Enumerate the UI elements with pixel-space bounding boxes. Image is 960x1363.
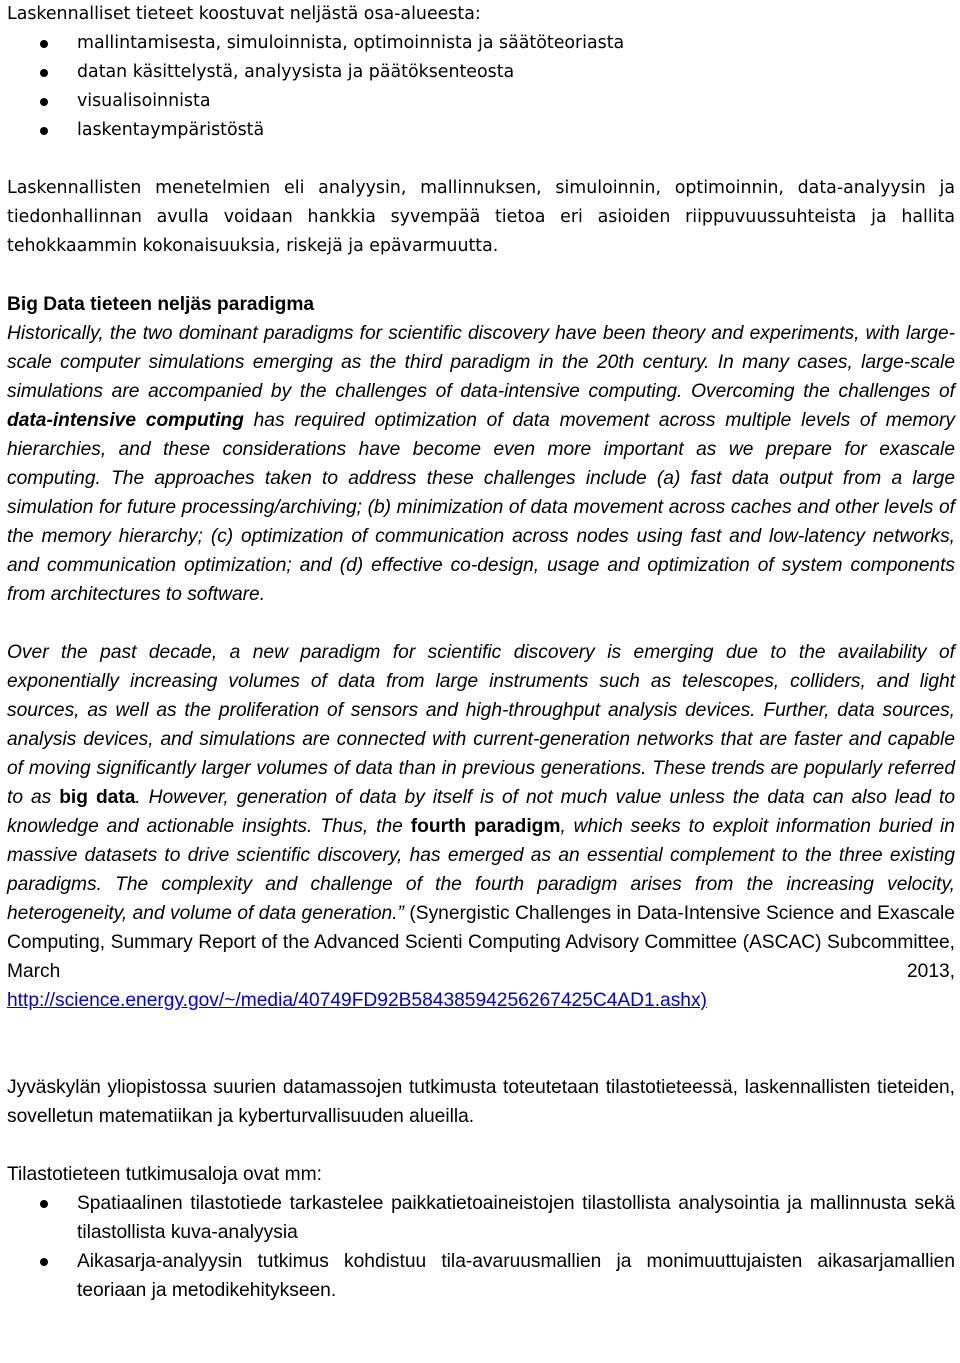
spacer — [7, 261, 955, 290]
quote-text: Historically, the two dominant paradigms for scientific discovery have been theory and experiments, with large-scale computer simulations emerging as the third paradigm in the 20th century. In many cases, large-scale simulations are accompanied by the challenges of data-intensive computing. Overcoming the challenges of — [7, 323, 955, 402]
bullet-icon — [40, 1258, 48, 1266]
emphasis-text: fourth paradigm — [410, 816, 561, 837]
list-item — [7, 1247, 955, 1305]
list-item — [7, 58, 955, 87]
bullet-icon — [40, 98, 48, 106]
quote-text: . However, generation of data by itself is of not much value unless the data can also lead to knowledge and actionable insights. Thus, the — [7, 787, 955, 837]
quote-text: has required optimization of data movement across multiple levels of memory hierarchies, and these considerations have become even more important as we prepare for exascale computing. The approaches taken to address these challenges include (a) fast data output from a large simulation for future processing/archiving; (b) minimization of data movement across caches and other levels of the memory hierarchy; (c) optimization of communication across nodes using fast and low-latency networks, and communication optimization; and (d) effective co-design, usage and optimization of system components from architectures to software. — [7, 410, 956, 605]
list-item — [7, 116, 955, 145]
list-item-text: mallintamisesta, simuloinnista, optimoinnista ja säätöteoriasta — [77, 33, 625, 53]
list-item-text: datan käsittelystä, analyysista ja päätöksenteosta — [77, 62, 515, 82]
intro-lead: Laskennalliset tieteet koostuvat neljästä osa-alueesta: — [7, 4, 481, 24]
list-item — [7, 87, 955, 116]
intro-paragraph: Laskennallisten menetelmien eli analyysin, mallinnuksen, simuloinnin, optimoinnin, data-analyysin ja tiedonhallinnan avulla voidaan hankkia syvempää tietoa eri asioiden riippuvuussuhteista ja hallita tehokkaammin kokonaisuuksia, riskejä ja epävarmuutta. — [7, 178, 955, 256]
section-heading — [7, 290, 955, 319]
spacer — [7, 1015, 955, 1073]
list-item — [7, 1189, 955, 1247]
quote-paragraph-1 — [7, 319, 955, 609]
bullet-icon — [40, 1200, 48, 1208]
citation-link[interactable]: http://science.energy.gov/~/media/40749FD92B58438594256267425C4AD1.ashx) — [7, 990, 707, 1011]
citation-text: (Synergistic Challenges in Data-Intensive Science and Exascale Computing, Summary Report of the Advanced Scienti Computing Advisory Committee (ASCAC) Subcommittee, March 2013, — [7, 903, 955, 982]
section-heading-text: Big Data tieteen neljäs paradigma — [7, 294, 315, 315]
jyvaskyla-paragraph: Jyväskylän yliopistossa suurien datamassojen tutkimusta toteutetaan tilastotieteessä, laskennallisten tieteiden, sovelletun matematiikan ja kyberturvallisuuden alueilla. — [7, 1077, 955, 1127]
list-item — [7, 29, 955, 58]
list-item-text: visualisoinnista — [77, 91, 211, 111]
bullet-icon — [40, 69, 48, 77]
quote-text: Over the past decade, a new paradigm for scientific discovery is emerging due to the availability of exponentially increasing volumes of data from large instruments such as telescopes, colliders, and light sources, as well as the proliferation of sensors and high-throughput analysis devices. Further, data sources, analysis devices, and simulations are connected with current-generation networks that are faster and capable of moving significantly larger volumes of data than in previous generations. These trends are popularly referred to as — [7, 642, 955, 808]
list-item-text: Aikasarja-analyysin tutkimus kohdistuu tila-avaruusmallien ja monimuuttujaisten aikasarjamallien teoriaan ja metodikehitykseen. — [77, 1251, 955, 1301]
stats-list — [7, 1189, 955, 1305]
document-page — [7, 0, 955, 1305]
intro-list — [7, 29, 955, 145]
stats-lead: Tilastotieteen tutkimusaloja ovat mm: — [7, 1164, 322, 1185]
citation-link-line — [7, 986, 955, 1015]
spacer — [7, 1131, 955, 1160]
spacer — [7, 145, 955, 174]
quote-paragraph-2 — [7, 638, 955, 986]
bullet-icon — [40, 127, 48, 135]
spacer — [7, 609, 955, 638]
emphasis-text: big data — [59, 787, 136, 808]
bullet-icon — [40, 40, 48, 48]
emphasis-text: data-intensive computing — [7, 410, 244, 431]
list-item-text: Spatiaalinen tilastotiede tarkastelee paikkatietoaineistojen tilastollista analysointia ja mallinnusta sekä tilastollista kuva-analyysia — [77, 1193, 955, 1243]
list-item-text: laskentaympäristöstä — [77, 120, 265, 140]
quote-text: , which seeks to exploit information buried in massive datasets to drive scientific discovery, has emerged as an essential complement to the three existing paradigms. The complexity and challenge of the fourth paradigm arises from the increasing velocity, heterogeneity, and volume of data generation.” — [7, 816, 955, 924]
